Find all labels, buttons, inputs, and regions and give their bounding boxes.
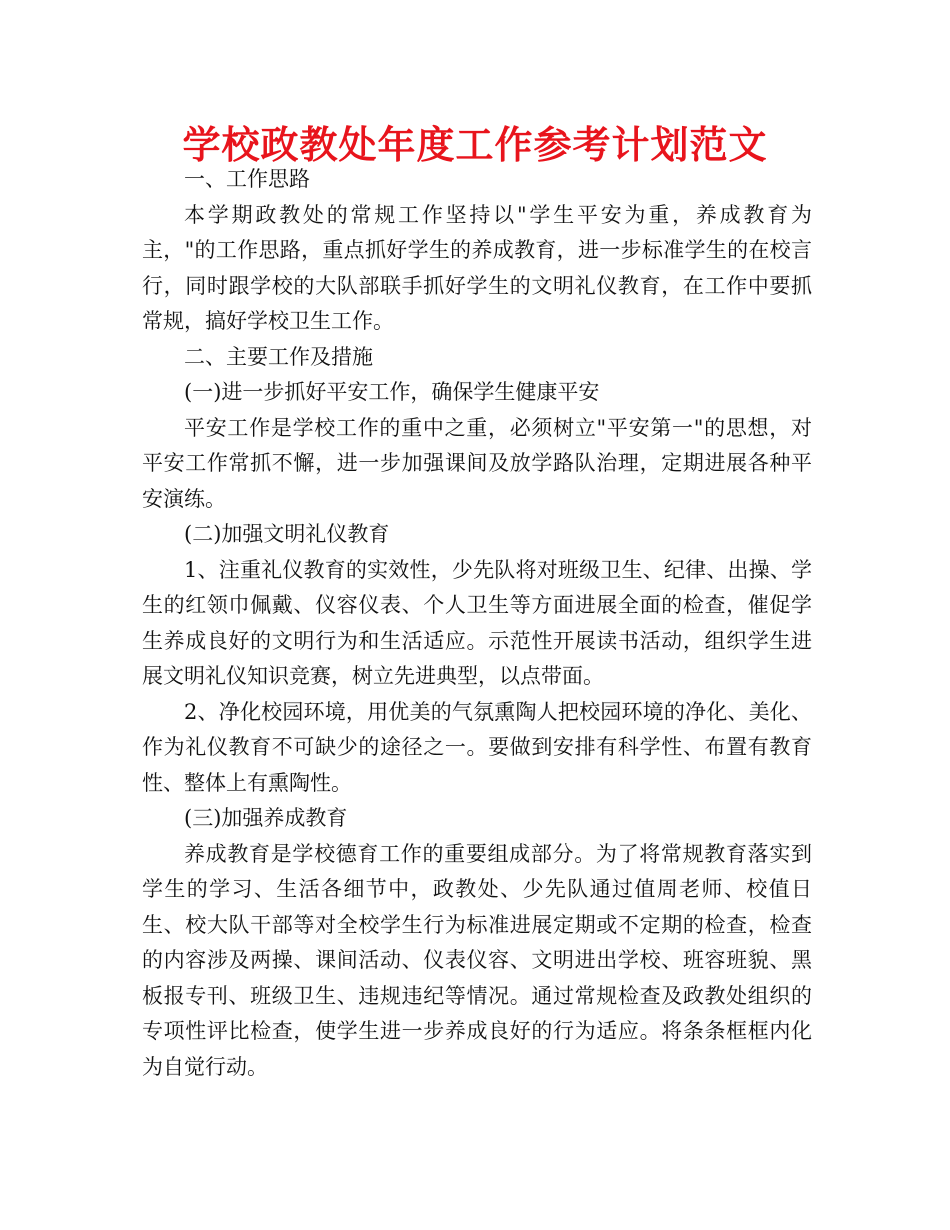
document-title: 学校政教处年度工作参考计划范文: [182, 123, 768, 167]
subsection-heading: (二)加强文明礼仪教育: [184, 522, 390, 546]
paragraph: 2、净化校园环境，用优美的气氛熏陶人把校园环境的净化、美化、作为礼仪教育不可缺少的途径之一。要做到安排有科学性、布置有教育性、整体上有熏陶性。: [142, 699, 812, 795]
paragraph: 本学期政教处的常规工作坚持以"学生平安为重，养成教育为主，"的工作思路，重点抓好学生的养成教育，进一步标准学生的在校言行，同时跟学校的大队部联手抓好学生的文明礼仪教育，在工作中要抓常规，搞好学校卫生工作。: [142, 202, 812, 333]
section-heading: 一、工作思路: [184, 167, 310, 191]
document-body: [142, 162, 812, 1085]
paragraph: 1、注重礼仪教育的实效性，少先队将对班级卫生、纪律、出操、学生的红领巾佩戴、仪容仪表、个人卫生等方面进展全面的检查，催促学生养成良好的文明行为和生活适应。示范性开展读书活动，组织学生进展文明礼仪知识竞赛，树立先进典型，以点带面。: [142, 557, 812, 688]
paragraph: 养成教育是学校德育工作的重要组成部分。为了将常规教育落实到学生的学习、生活各细节中，政教处、少先队通过值周老师、校值日生、校大队干部等对全校学生行为标准进展定期或不定期的检查，检查的内容涉及两操、课间活动、仪表仪容、文明进出学校、班容班貌、黑板报专刊、班级卫生、违规违纪等情况。通过常规检查及政教处组织的专项性评比检查，使学生进一步养成良好的行为适应。将条条框框内化为自觉行动。: [142, 841, 812, 1079]
paragraph: 平安工作是学校工作的重中之重，必须树立"平安第一"的思想，对平安工作常抓不懈，进一步加强课间及放学路队治理，定期进展各种平安演练。: [142, 415, 812, 511]
subsection-heading: (三)加强养成教育: [184, 806, 348, 830]
subsection-heading: (一)进一步抓好平安工作，确保学生健康平安: [184, 380, 600, 404]
section-heading: 二、主要工作及措施: [184, 344, 373, 369]
